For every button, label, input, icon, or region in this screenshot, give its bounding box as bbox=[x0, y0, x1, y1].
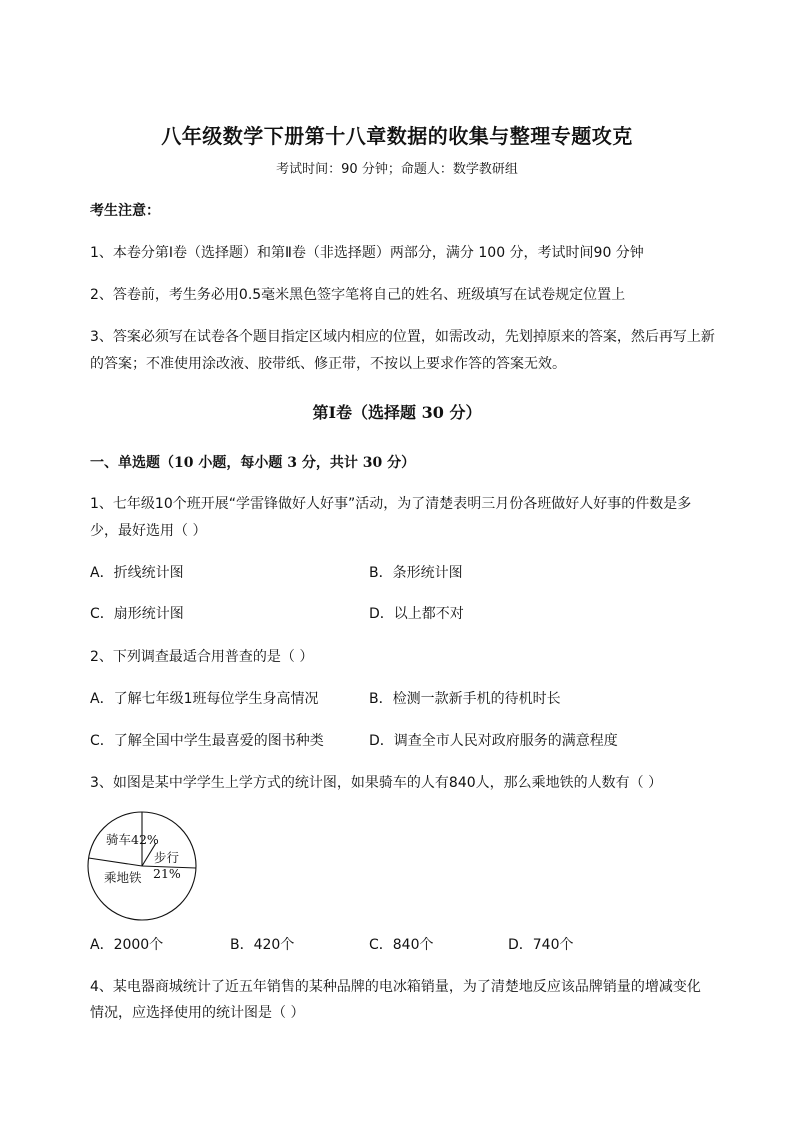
pie-label-metro: 乘地铁 bbox=[104, 870, 142, 885]
question-2-option-b: B．检测一款新手机的待机时长 bbox=[369, 691, 561, 707]
question-1-line-2: 少，最好选用（ ） bbox=[90, 523, 207, 539]
pie-label-ride: 骑车42% bbox=[106, 832, 159, 847]
notice-item-1: 1、本卷分第Ⅰ卷（选择题）和第Ⅱ卷（非选择题）两部分，满分 100 分，考试时间90 分钟 bbox=[90, 245, 644, 261]
question-3-option-c: C．840个 bbox=[369, 937, 434, 953]
question-2-line-1: 2、下列调查最适合用普查的是（ ） bbox=[90, 649, 314, 665]
notice-item-3-cont: 的答案；不准使用涂改液、胶带纸、修正带，不按以上要求作答的答案无效。 bbox=[90, 356, 566, 372]
question-1-option-a: A．折线统计图 bbox=[90, 565, 184, 581]
question-2-option-d: D．调查全市人民对政府服务的满意程度 bbox=[369, 733, 618, 749]
pie-label-walk: 步行 bbox=[154, 850, 180, 865]
notice-item-3: 3、答案必须写在试卷各个题目指定区域内相应的位置，如需改动，先划掉原来的答案，然后再写上新 bbox=[90, 329, 715, 345]
question-1-option-b: B．条形统计图 bbox=[369, 565, 463, 581]
part-heading: 一、单选题（10 小题，每小题 3 分，共计 30 分） bbox=[90, 455, 416, 471]
pie-figure bbox=[86, 810, 198, 922]
question-2-option-a: A．了解七年级1班每位学生身高情况 bbox=[90, 691, 319, 707]
question-2-option-c: C．了解全国中学生最喜爱的图书种类 bbox=[90, 733, 324, 749]
exam-subtitle: 考试时间：90 分钟；命题人：数学教研组 bbox=[276, 162, 518, 177]
question-3-option-b: B．420个 bbox=[230, 937, 295, 953]
question-3-option-a: A．2000个 bbox=[90, 937, 164, 953]
notice-item-2: 2、答卷前，考生务必用0.5毫米黑色签字笔将自己的姓名、班级填写在试卷规定位置上 bbox=[90, 287, 626, 303]
pie-label-walk-percent: 21% bbox=[153, 866, 181, 881]
pie-divider-left bbox=[89, 858, 142, 866]
notice-heading: 考生注意： bbox=[90, 203, 160, 219]
exam-title: 八年级数学下册第十八章数据的收集与整理专题攻克 bbox=[161, 124, 633, 148]
question-1-option-d: D．以上都不对 bbox=[369, 606, 464, 622]
question-3-line-1: 3、如图是某中学学生上学方式的统计图，如果骑车的人有840人，那么乘地铁的人数有（ ） bbox=[90, 775, 663, 791]
question-4-line-1: 4、某电器商城统计了近五年销售的某种品牌的电冰箱销量，为了清楚地反应该品牌销量的增减变化 bbox=[90, 979, 701, 995]
question-1-option-c: C．扇形统计图 bbox=[90, 606, 184, 622]
question-3-option-d: D．740个 bbox=[508, 937, 574, 953]
section-title: 第Ⅰ卷（选择题 30 分） bbox=[312, 403, 482, 422]
question-4-line-2: 情况，应选择使用的统计图是（ ） bbox=[90, 1005, 305, 1021]
question-1-line-1: 1、七年级10个班开展“学雷锋做好人好事”活动，为了清楚表明三月份各班做好人好事的件数是多 bbox=[90, 496, 692, 512]
